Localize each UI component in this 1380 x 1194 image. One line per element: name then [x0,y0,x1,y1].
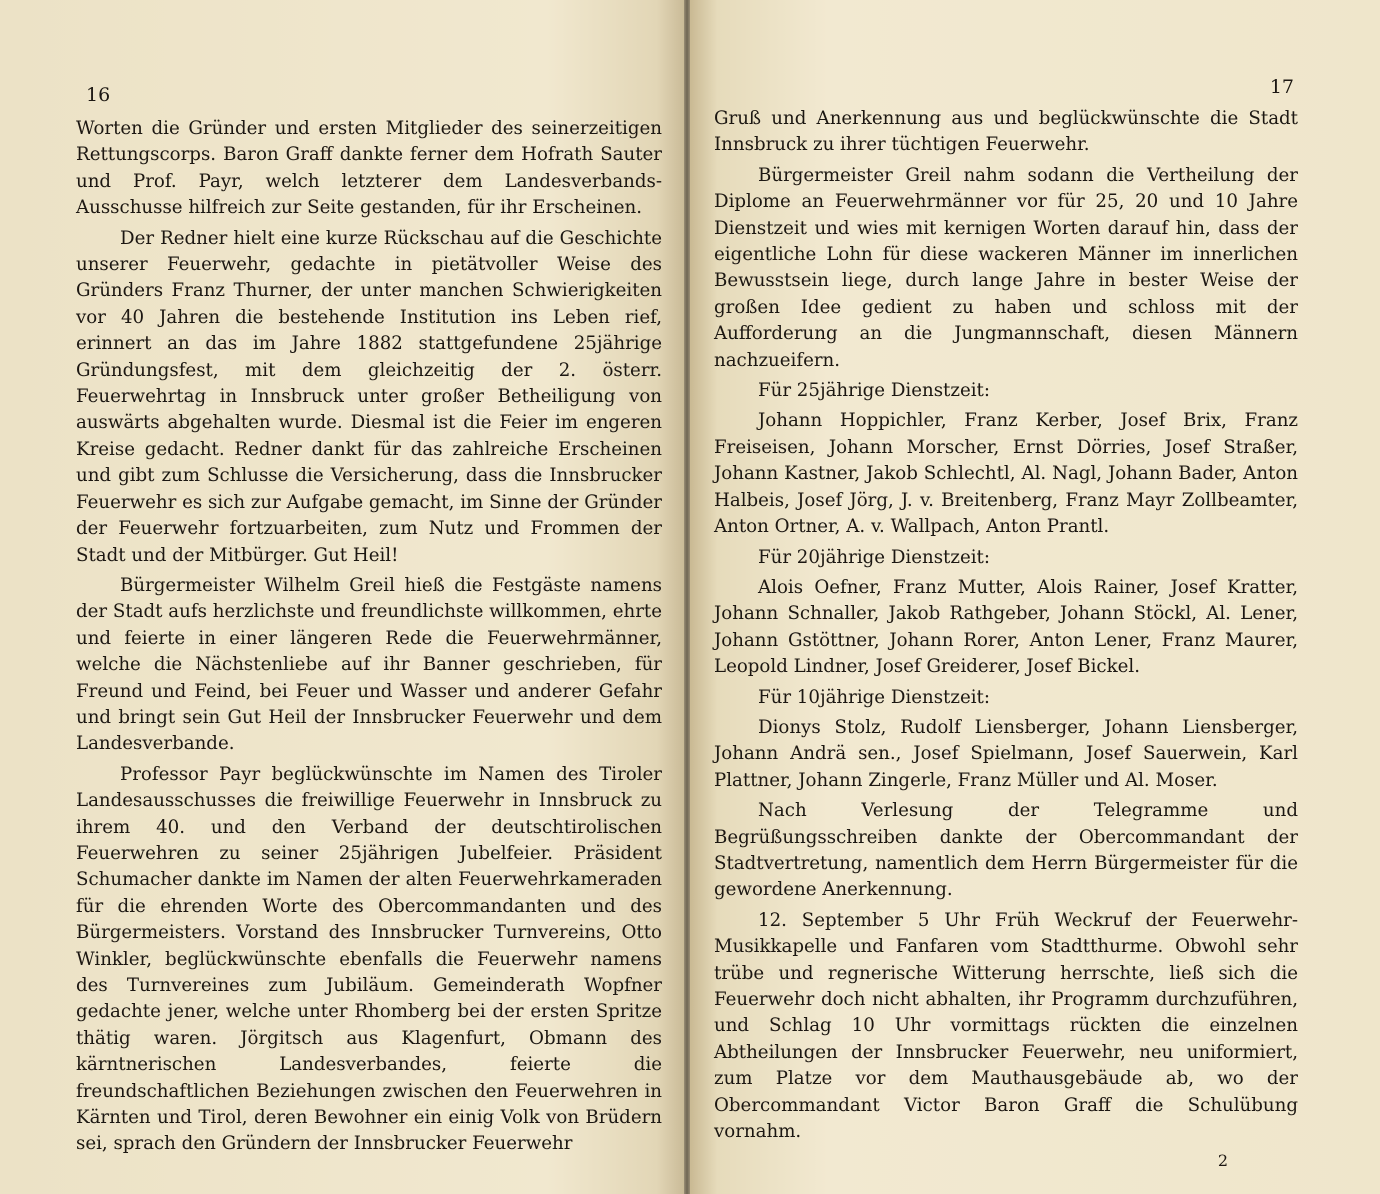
name-list: Dionys Stolz, Rudolf Liensberger, Johann Liensberger, Johann Andrä sen., Josef Spielmann, Josef Sauerwein, Karl Plattner, Johann Zingerle, Franz Müller und Al. Moser. [714,716,1298,791]
left-page [0,0,684,1194]
paragraph: 12. September 5 Uhr Früh Weckruf der Feuerwehr-Musikkapelle und Fanfaren vom Stadtthurme. Obwohl sehr trübe und regnerische Witterung herrschte, ließ sich die Feuerwehr doch nicht abhalten, ihr Programm durchzuführen, und Schlag 10 Uhr vormittags rückten die einzelnen Abtheilungen der Innsbrucker Feuerwehr, neu uniformiert, zum Platze vor dem Mauthausgebäude ab, wo der Obercommandant Victor Baron Graff die Schulübung vornahm. [714,909,1298,1143]
paragraph: Nach Verlesung der Telegramme und Begrüßungsschreiben dankte der Obercommandant der Stadtvertretung, namentlich dem Herrn Bürgermeister für die gewordene Anerkennung. [714,800,1298,901]
name-list: Johann Hoppichler, Franz Kerber, Josef Brix, Franz Freiseisen, Johann Morscher, Ernst Dörries, Josef Straßer, Johann Kastner, Jakob Schlechtl, Al. Nagl, Johann Bader, Anton Halbeis, Josef Jörg, J. v. Breitenberg, Franz Mayr Zollbeamter, Anton Ortner, A. v. Wallpach, Anton Prantl. [714,410,1298,538]
paragraph: Der Redner hielt eine kurze Rückschau auf die Geschichte unserer Feuerwehr, gedachte in pietätvoller Weise des Gründers Franz Thurner, der unter manchen Schwierigkeiten vor 40 Jahren die bestehende Institution ins Leben rief, erinnert an das im Jahre 1882 stattgefundene 25jährige Gründungsfest, mit dem gleichzeitig der 2. österr. Feuerwehrtag in Innsbruck unter großer Betheiligung von auswärts abgehalten wurde. Diesmal ist die Feier im engeren Kreise gedacht. Redner dankt für das zahlreiche Erscheinen und gibt zum Schlusse die Versicherung, dass die Innsbrucker Feuerwehr es sich zur Aufgabe gemacht, im Sinne der Gründer der Feuerwehr fortzuarbeiten, zum Nutz und Frommen der Stadt und der Mitbürger. Gut Heil! [76,227,662,566]
left-page-body [76,116,662,1158]
paragraph: Gruß und Anerkennung aus und beglückwünschte die Stadt Innsbruck zu ihrer tüchtigen Feuerwehr. [714,108,1298,156]
page-number: 16 [86,84,111,106]
signature-mark: 2 [1217,1151,1228,1171]
section-heading: Für 25jährige Dienstzeit: [758,380,990,402]
paragraph: Bürgermeister Greil nahm sodann die Vertheilung der Diplome an Feuerwehrmänner vor für 25, 20 und 10 Jahre Dienstzeit und wies mit kernigen Worten darauf hin, dass der eigentliche Lohn für diese wackeren Männer im innerlichen Bewusstsein liege, durch lange Jahre in bester Weise der großen Idee gedient zu haben und schloss mit der Aufforderung an die Jungmannschaft, diesen Männern nachzueifern. [714,164,1298,371]
page-number: 17 [1269,76,1294,98]
section-heading: Für 20jährige Dienstzeit: [758,546,990,568]
section-heading: Für 10jährige Dienstzeit: [758,686,990,708]
paragraph: Worten die Gründer und ersten Mitglieder des seinerzeitigen Rettungscorps. Baron Graff dankte ferner dem Hofrath Sauter und Prof. Payr, welch letzterer dem Landesverbands-Ausschusse hilfreich zur Seite gestanden, für ihr Erscheinen. [76,118,662,219]
right-page-body [714,106,1298,1145]
paragraph: Bürgermeister Wilhelm Greil hieß die Festgäste namens der Stadt aufs herzlichste und freundlichste willkommen, ehrte und feierte in einer längeren Rede die Feuerwehrmänner, welche die Nächstenliebe auf ihr Banner geschrieben, für Freund und Feind, bei Feuer und Wasser und anderer Gefahr und bringt sein Gut Heil der Innsbrucker Feuerwehr und dem Landesverbande. [76,574,662,755]
paragraph: Professor Payr beglückwünschte im Namen des Tiroler Landesausschusses die freiwillige Feuerwehr in Innsbruck zu ihrem 40. und den Verband der deutschtirolischen Feuerwehren zu seiner 25jährigen Jubelfeier. Präsident Schumacher dankte im Namen der alten Feuerwehrkameraden für die ehrenden Worte des Obercommandanten und des Bürgermeisters. Vorstand des Innsbrucker Turnvereins, Otto Winkler, beglückwünschte ebenfalls die Feuerwehr namens des Turnvereines zum Jubiläum. Gemeinderath Wopfner gedachte jener, welche unter Rhomberg bei der ersten Spritze thätig waren. Jörgitsch aus Klagenfurt, Obmann des kärntnerischen Landesverbandes, feierte die freundschaftlichen Beziehungen zwischen den Feuerwehren in Kärnten und Tirol, deren Bewohner ein einig Volk von Brüdern sei, sprach den Gründern der Innsbrucker Feuerwehr [76,763,662,1155]
name-list: Alois Oefner, Franz Mutter, Alois Rainer, Josef Kratter, Johann Schnaller, Jakob Rathgeber, Johann Stöckl, Al. Lener, Johann Gstöttner, Johann Rorer, Anton Lener, Franz Maurer, Leopold Lindner, Josef Greiderer, Josef Bickel. [714,576,1298,678]
right-page [690,0,1380,1194]
